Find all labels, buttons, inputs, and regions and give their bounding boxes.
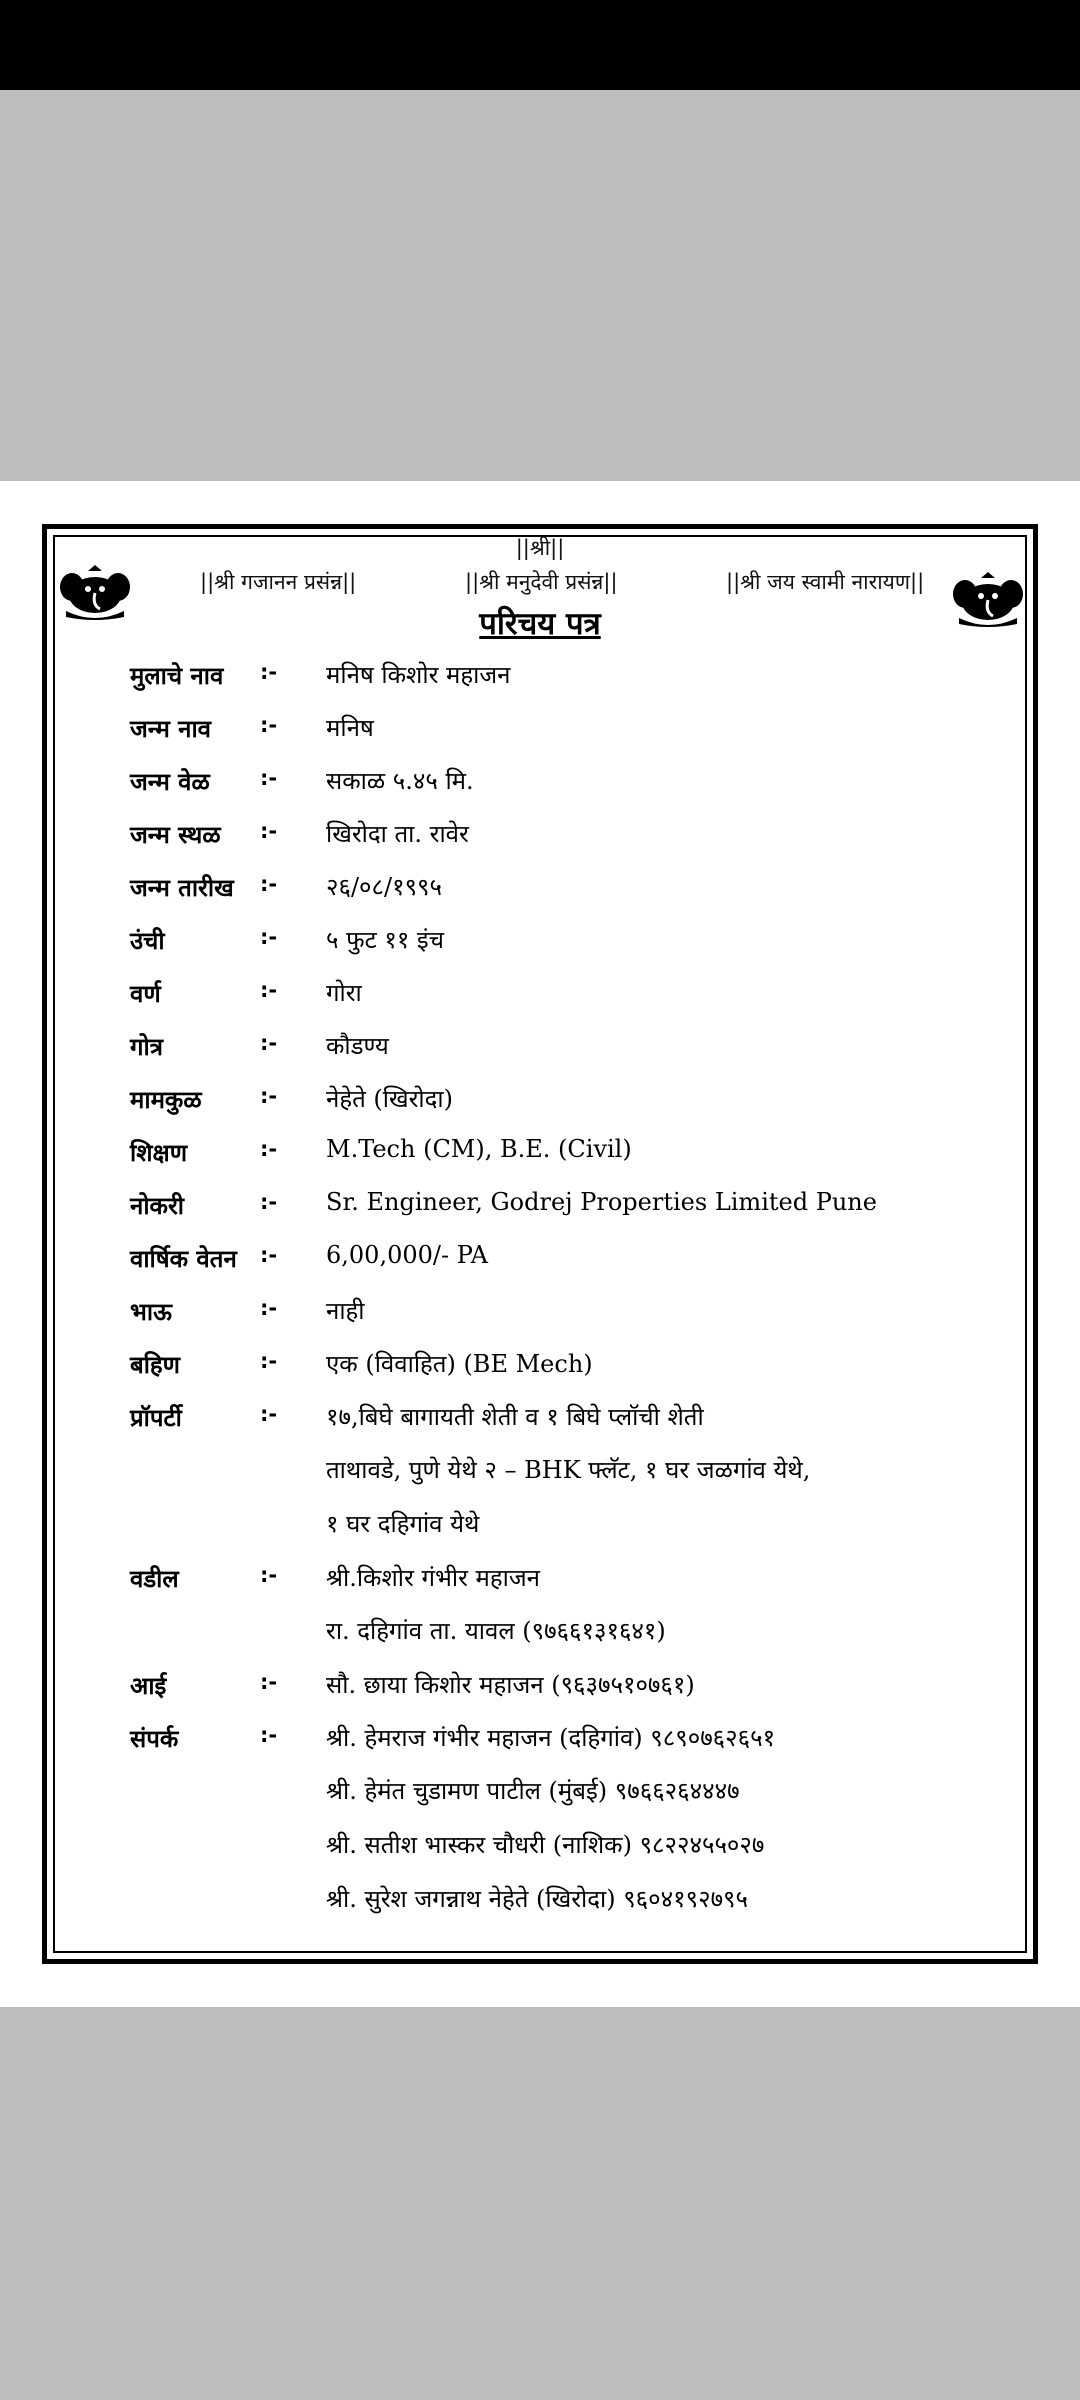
field-label: जन्म वेळ: [130, 768, 210, 796]
field-separator: :-: [260, 1670, 278, 1694]
field-row: [0, 1073, 1080, 1126]
field-separator: :-: [260, 1296, 278, 1320]
field-separator: :-: [260, 872, 278, 896]
invocation-swaminarayan: ||श्री जय स्वामी नारायण||: [726, 570, 925, 594]
page-title: परिचय पत्र: [479, 606, 601, 642]
field-label: वर्ण: [130, 980, 161, 1008]
field-label: प्रॉपर्टी: [130, 1404, 182, 1432]
field-label: आई: [130, 1672, 167, 1700]
field-label: संपर्क: [130, 1725, 179, 1753]
field-value: ताथावडे, पुणे येथे २ – BHK फ्लॅट, १ घर जळगांव येथे,: [326, 1456, 811, 1484]
field-label: मुलाचे नाव: [130, 662, 224, 690]
field-value: मनिष: [326, 714, 374, 742]
field-separator: :-: [260, 1243, 278, 1267]
invocation-manudevi: ||श्री मनुदेवी प्रसंन्न||: [465, 570, 618, 594]
field-row: [0, 1179, 1080, 1232]
field-separator: :-: [260, 766, 278, 790]
field-separator: :-: [260, 1084, 278, 1108]
field-row: [0, 1605, 1080, 1659]
field-separator: :-: [260, 1723, 278, 1747]
field-row: [0, 1391, 1080, 1444]
field-label: मामकुळ: [130, 1086, 202, 1114]
field-separator: :-: [260, 660, 278, 684]
field-value: श्री.किशोर गंभीर महाजन: [326, 1564, 540, 1592]
field-value: गोरा: [326, 979, 362, 1007]
field-value: सौ. छाया किशोर महाजन (९६३७५१०७६१): [326, 1671, 695, 1699]
field-separator: :-: [260, 978, 278, 1002]
field-row: [0, 914, 1080, 967]
field-row: [0, 1873, 1080, 1927]
field-row: [0, 1498, 1080, 1552]
field-label: जन्म स्थळ: [130, 821, 221, 849]
field-value: M.Tech (CM), B.E. (Civil): [326, 1135, 632, 1163]
field-value: सकाळ ५.४५ मि.: [326, 767, 474, 795]
field-value: Sr. Engineer, Godrej Properties Limited Pune: [326, 1188, 877, 1216]
field-separator: :-: [260, 1402, 278, 1426]
field-value: १७,बिघे बागायती शेती व १ बिघे प्लॉची शेती: [326, 1403, 704, 1431]
field-row: [0, 702, 1080, 755]
field-separator: :-: [260, 1031, 278, 1055]
field-label: गोत्र: [130, 1033, 163, 1061]
field-separator: :-: [260, 1137, 278, 1161]
field-label: जन्म नाव: [130, 715, 212, 743]
field-separator: :-: [260, 819, 278, 843]
field-row: [0, 861, 1080, 914]
field-value: २६/०८/१९९५: [326, 873, 443, 901]
field-label: भाऊ: [130, 1298, 172, 1326]
field-value: कौडण्य: [326, 1032, 389, 1060]
field-label: वार्षिक वेतन: [130, 1245, 237, 1273]
field-row: [0, 755, 1080, 808]
field-separator: :-: [260, 1190, 278, 1214]
biodata-fields: [0, 649, 1080, 1927]
field-label: जन्म तारीख: [130, 874, 234, 902]
field-separator: :-: [260, 1563, 278, 1587]
field-value: श्री. हेमराज गंभीर महाजन (दहिगांव) ९८९०७६२६५१: [326, 1724, 776, 1752]
field-separator: :-: [260, 1349, 278, 1373]
field-row: [0, 1659, 1080, 1712]
field-separator: :-: [260, 713, 278, 737]
field-row: [0, 649, 1080, 702]
status-bar: [0, 0, 1080, 90]
field-value: श्री. हेमंत चुडामण पाटील (मुंबई) ९७६६२६४४४७: [326, 1777, 740, 1805]
field-row: [0, 1338, 1080, 1391]
field-value: 6,00,000/- PA: [326, 1241, 488, 1269]
field-separator: :-: [260, 925, 278, 949]
biodata-page: [0, 481, 1080, 2007]
field-row: [0, 808, 1080, 861]
field-row: [0, 1552, 1080, 1605]
field-value: १ घर दहिगांव येथे: [326, 1510, 480, 1538]
field-label: उंची: [130, 927, 165, 955]
field-value: नाही: [326, 1297, 365, 1325]
field-row: [0, 1126, 1080, 1179]
field-row: [0, 967, 1080, 1020]
field-value: नेहेते (खिरोदा): [326, 1085, 453, 1113]
field-label: वडील: [130, 1565, 179, 1593]
field-row: [0, 1712, 1080, 1765]
field-value: खिरोदा ता. रावेर: [326, 820, 469, 848]
field-label: शिक्षण: [130, 1139, 188, 1167]
field-label: बहिण: [130, 1351, 181, 1379]
invocation-gajanan: ||श्री गजानन प्रसंन्न||: [200, 570, 357, 594]
field-value: श्री. सतीश भास्कर चौधरी (नाशिक) ९८२२४५५०२७: [326, 1831, 765, 1859]
field-row: [0, 1285, 1080, 1338]
field-value: रा. दहिगांव ता. यावल (९७६६१३१६४१): [326, 1617, 666, 1645]
field-row: [0, 1819, 1080, 1873]
field-label: नोकरी: [130, 1192, 184, 1220]
field-row: [0, 1444, 1080, 1498]
field-row: [0, 1232, 1080, 1285]
field-value: एक (विवाहित) (BE Mech): [326, 1350, 593, 1378]
shri-heading: ||श्री||: [515, 536, 565, 560]
field-row: [0, 1020, 1080, 1073]
field-row: [0, 1765, 1080, 1819]
field-value: ५ फुट ११ इंच: [326, 926, 444, 954]
field-value: श्री. सुरेश जगन्नाथ नेहेते (खिरोदा) ९६०४१९२७९५: [326, 1885, 749, 1913]
field-value: मनिष किशोर महाजन: [326, 661, 511, 689]
